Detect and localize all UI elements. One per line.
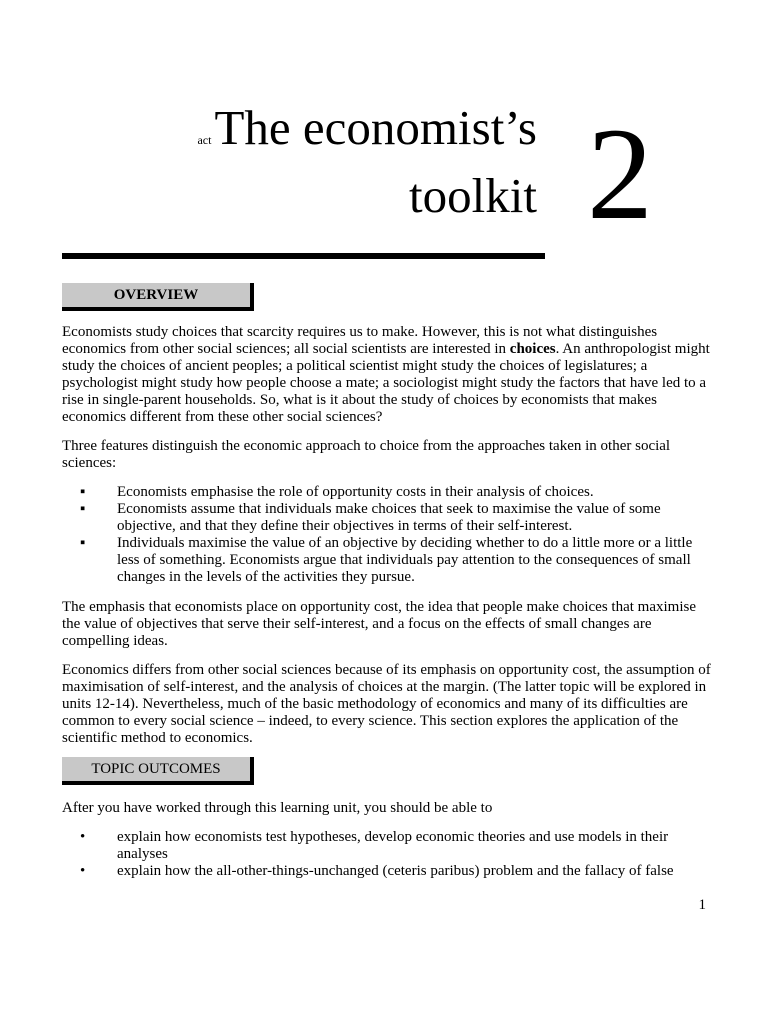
list-item [62, 863, 712, 880]
chapter-title-line-1 [0, 100, 537, 168]
features-list [62, 484, 712, 586]
page-number: 1 [698, 897, 706, 913]
overview-paragraph-4: Economics differs from other social sciences because of its emphasis on opportunity cost, the assumption of maximisation of self-interest, and the analysis of choices at the margin. (The latter topic will be explored in units 12-14). Nevertheless, much of the basic methodology of economics and many of its difficulties are common to every social science – indeed, to every science. This section explores the application of the scientific method to economics. [62, 662, 711, 746]
overview-paragraph-3: The emphasis that economists place on opportunity cost, the idea that people make choices that maximise the value of objectives that serve their self-interest, and a focus on the effects of small changes are compelling ideas. [62, 599, 696, 649]
overview-paragraph-1-start: Economists study choices that scarcity requires us to make. However, this is not what distinguishes economics from other social sciences; all social scientists are interested in [62, 324, 658, 357]
square-bullet-icon: ▪ [80, 484, 86, 500]
chapter-title-text-1: The economist’s [214, 100, 537, 155]
overview-paragraph-1-emphasis: choices [509, 341, 556, 357]
list-item [62, 535, 712, 586]
overview-heading: OVERVIEW [62, 283, 254, 311]
chapter-title-line-2: toolkit [409, 168, 537, 223]
list-item-text: Individuals maximise the value of an objective by deciding whether to do a little more or a little less of something. Economists argue that individuals pay attention to the consequences of small changes in the levels of the activities they pursue. [117, 535, 693, 585]
square-bullet-icon: ▪ [80, 501, 86, 517]
chapter-title-prefix: act [197, 133, 212, 147]
round-bullet-icon: • [80, 829, 86, 845]
round-bullet-icon: • [80, 863, 86, 879]
title-divider [62, 253, 545, 259]
square-bullet-icon: ▪ [80, 535, 86, 551]
overview-paragraph-2: Three features distinguish the economic approach to choice from the approaches taken in other social sciences: [62, 438, 671, 471]
outcomes-list [62, 829, 712, 880]
list-item-text: explain how the all-other-things-unchanged (ceteris paribus) problem and the fallacy of false [117, 863, 674, 879]
list-item [62, 501, 712, 535]
chapter-number: 2 [587, 100, 653, 247]
topic-outcomes-heading: TOPIC OUTCOMES [62, 757, 254, 785]
topic-outcomes-intro: After you have worked through this learning unit, you should be able to [62, 800, 493, 816]
list-item-text: explain how economists test hypotheses, develop economic theories and use models in their analyses [117, 829, 669, 862]
list-item [62, 829, 712, 863]
chapter-title [0, 100, 537, 224]
overview-paragraph-1-end: . An anthropologist might study the choices of ancient peoples; a political scientist might study the choices of legislatures; a psychologist might study how people choose a mate; a sociologist might study the factors that have led to a rise in single-parent households. So, what is it about the study of choices by economists that makes economics different from these other social sciences? [62, 341, 710, 425]
list-item-text: Economists emphasise the role of opportunity costs in their analysis of choices. [117, 484, 594, 500]
list-item-text: Economists assume that individuals make choices that seek to maximise the value of some objective, and that they define their objectives in terms of their self-interest. [117, 501, 661, 534]
list-item [62, 484, 712, 501]
overview-paragraph-1 [62, 324, 712, 426]
